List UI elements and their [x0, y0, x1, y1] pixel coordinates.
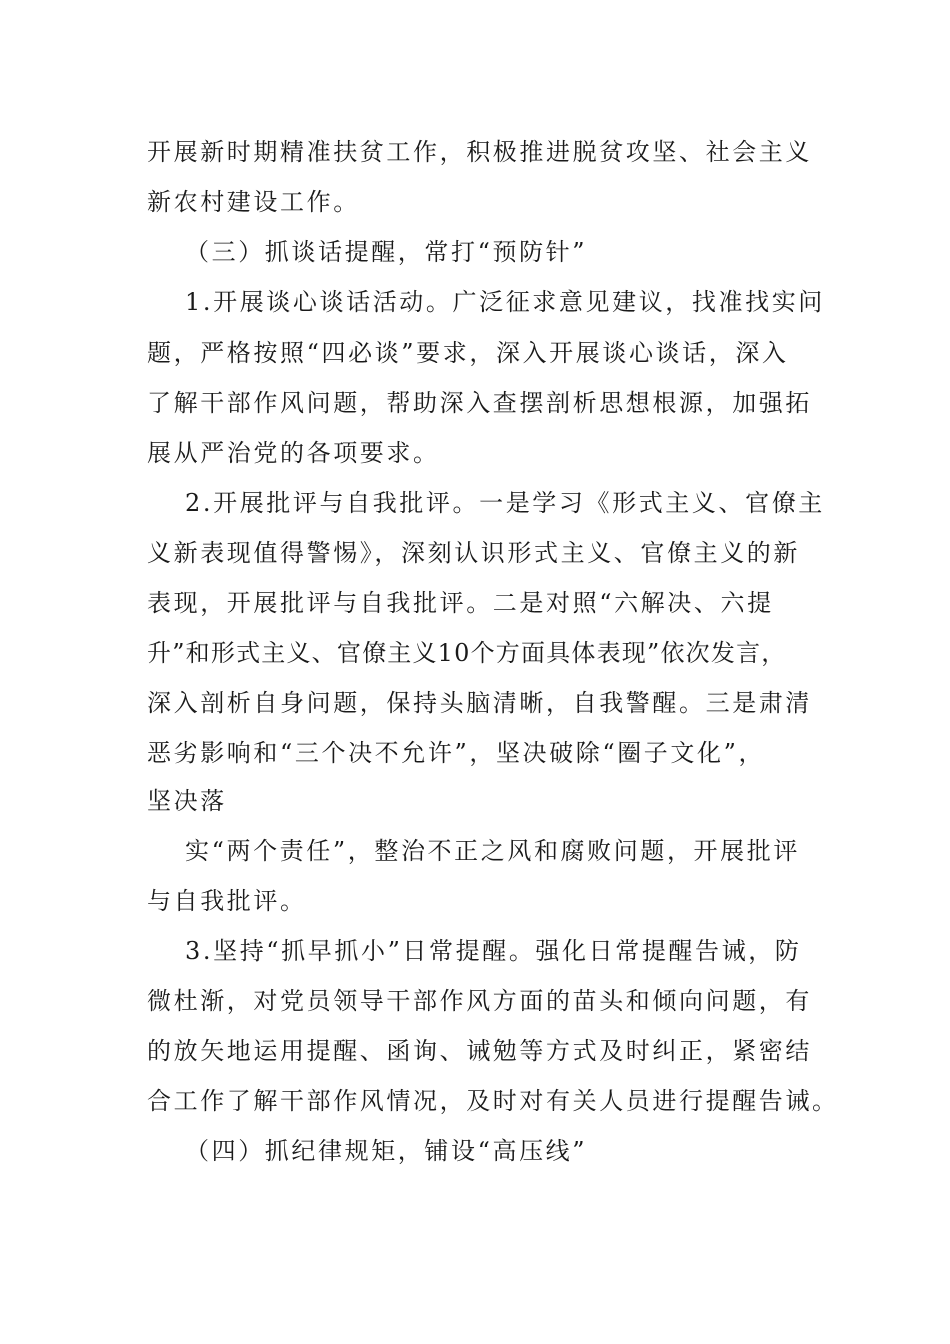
- section-heading: （三）抓谈话提醒，常打“预防针”: [185, 238, 588, 266]
- text-line: 的放矢地运用提醒、函询、诫勉等方式及时纠正，紧密结: [147, 1037, 812, 1065]
- text-line: 升”和形式主义、官僚主义10个方面具体表现”依次发言，: [147, 639, 787, 667]
- text-line: 恶劣影响和“三个决不允许”，坚决破除“圈子文化”，: [147, 739, 766, 767]
- text-line: 深入剖析自身问题，保持头脑清晰，自我警醒。三是肃清: [147, 689, 812, 717]
- text-line: 开展新时期精准扶贫工作，积极推进脱贫攻坚、社会主义: [147, 138, 812, 166]
- text-line: 题，严格按照“四必谈”要求，深入开展谈心谈话，深入: [147, 339, 789, 367]
- text-line: 新农村建设工作。: [147, 188, 360, 216]
- text-line: 微杜渐，对党员领导干部作风方面的苗头和倾向问题，有: [147, 987, 812, 1015]
- text-line: 3.坚持“抓早抓小”日常提醒。强化日常提醒告诫，防: [185, 937, 802, 965]
- section-heading: （四）抓纪律规矩，铺设“高压线”: [185, 1137, 588, 1165]
- text-line: 义新表现值得警惕》，深刻认识形式主义、官僚主义的新: [147, 539, 800, 567]
- text-line: 坚决落: [147, 787, 227, 815]
- text-line: 合工作了解干部作风情况，及时对有关人员进行提醒告诫。: [147, 1087, 839, 1115]
- text-line: 了解干部作风问题，帮助深入查摆剖析思想根源，加强拓: [147, 389, 812, 417]
- text-line: 与自我批评。: [147, 887, 307, 915]
- text-line: 展从严治党的各项要求。: [147, 439, 440, 467]
- text-line: 2.开展批评与自我批评。一是学习《形式主义、官僚主: [185, 489, 825, 517]
- text-line: 表现，开展批评与自我批评。二是对照“六解决、六提: [147, 589, 774, 617]
- text-line: 实“两个责任”，整治不正之风和腐败问题，开展批评: [185, 837, 800, 865]
- text-line: 1.开展谈心谈话活动。广泛征求意见建议，找准找实问: [185, 288, 825, 316]
